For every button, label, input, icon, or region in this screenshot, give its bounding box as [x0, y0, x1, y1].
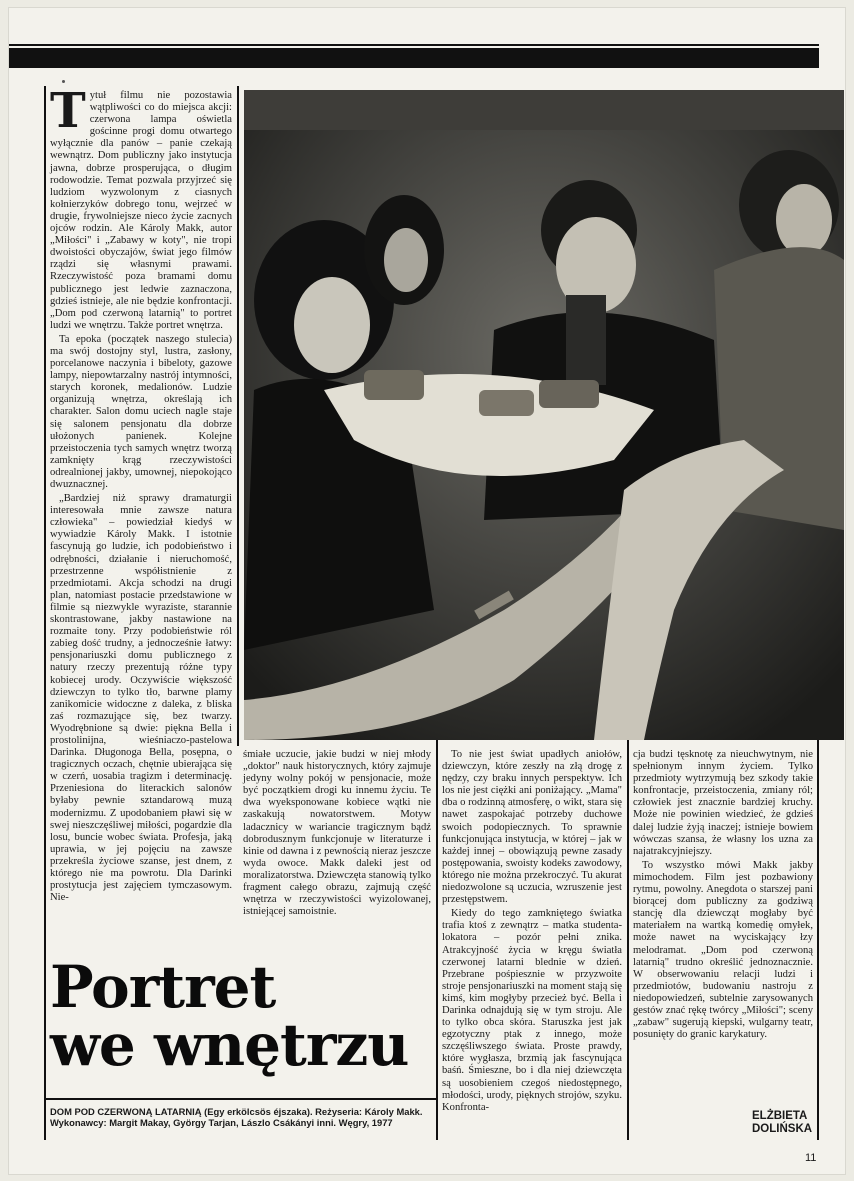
author-byline — [752, 1110, 812, 1136]
column-divider-3 — [627, 740, 629, 1140]
paragraph: To wszystko mówi Makk jakby mimochodem. Film jest pozbawiony rytmu, powolny. Anegdota o starszej pani biorącej dom publiczny za godziwą stancję dla dziewcząt mogłaby być materiałem na wartką komedię omyłek, może nawet na wyciskający łzy melodramat. „Dom pod czerwoną latarnią" trudno określić jednoznacznie. W obserwowaniu relacji ludzi i przedmiotów, budowaniu nastroju z niedopowiedzeń, subtelnie zarysowanych gestów znać rękę twórcy „Miłości"; sceny „zabaw" sugerują kiepski, wulgarny teatr, posunięty do granic karykatury. — [633, 859, 813, 1041]
article-title — [50, 953, 409, 1079]
page-number: 11 — [805, 1152, 817, 1164]
left-column-rule — [44, 86, 46, 1140]
column-divider-1 — [237, 86, 239, 746]
top-black-band — [9, 48, 819, 68]
paragraph: Ta epoka (początek naszego stulecia) ma swój dostojny styl, lustra, zasłony, porcelanowe naczynia i bibeloty, gazowe lampy, niepowtarzalny nastrój intymności, starych koronek, medalionów. Ludzie organizują wnętrza, określają ich charakter. Salon domu uciech nagle staje się salonem pensjonatu dla dobrze ułożonych panienek. Kolejne przeistoczenia tych samych wnętrz tworzą zamknięty krąg rzeczywistości odrealnionej jakby, umownej, niepokojąco dwuznacznej. — [50, 333, 232, 490]
title-line-1: Portret — [50, 953, 276, 1021]
drop-cap: T — [50, 83, 86, 139]
author-last-name: DOLIŃSKA — [752, 1123, 813, 1135]
column-divider-4 — [817, 740, 819, 1140]
film-credits: DOM POD CZERWONĄ LATARNIĄ (Egy erkölcsös éjszaka). Reżyseria: Károly Makk. Wykonawcy: Margit Makay, György Tarjan, Lászlo Csákányi inni. Węgry, 1977 — [50, 1106, 423, 1128]
title-line-2: we wnętrzu — [50, 1011, 409, 1079]
text-column-2 — [243, 749, 431, 918]
paragraph: cja budzi tęsknotę za nieuchwytnym, nie spełnionym innym życiem. Tylko przedmioty wytrzymują bez szkody takie konfrontacje, przeistoczenia, zmiany ról; człowiek jest znacznie bardziej kruchy. Może nie powinien wiedzieć, że gdzieś dalej ludzie żyją inaczej; istnieje bowiem wówczas szansa, że własny los uzna za najatrakcyjniejszy. — [633, 749, 813, 857]
column-divider-2 — [436, 740, 438, 1140]
text-column-3 — [442, 749, 622, 1114]
paragraph: Kiedy do tego zamkniętego światka trafia ktoś z zewnątrz – matka studenta-lokatora – pozór pełni znika. Atrakcyjność życia w kręgu światła czerwonej latarni blednie w dzień. Przebrane pośpiesznie w przyzwoite stroje pensjonariuszki na moment stają się kimś, kim mogłyby przecież być. Bella i Darinka odnajdują się w tym stroju. Ale to tylko obca skóra. Staruszka jest jak egzotyczny ptak z innego, może szczęśliwszego świata. Proste prawdy, które wygłasza, brzmią jak fascynująca baśń. Śmieszne, bo i dla niej dziewczęta są uosobieniem czegoś niedostępnego, młodości, urody, pięknych strojów, szyku. Konfronta- — [442, 908, 622, 1113]
film-still-illustration — [244, 90, 844, 740]
paragraph: ytuł filmu nie pozostawia wątpliwości co do miejsca akcji: czerwona lampa oświetla gościnne progi domu otwartego wyłącznie dla panów – panie czekają wewnątrz. Dom publiczny jako instytucja jawna, dobrze prosperująca, o długim rodowodzie. Temat pozwala przyjrzeć się ludziom wyzwolonym z ciasnych kołnierzyków dobrego tonu, wejrzeć w drugie, frywolniejsze nieco życie zacnych ojców rodzin. Ale Károly Makk, autor „Miłości" i „Zabawy w koty", nie tropi dwoistości obyczajów, świat jego filmów rządzi się własnymi prawami. Rzeczywistość poza bramami domu publicznego jest ledwie zaznaczona, gdzieś istnieje, ale nie będzie konfrontacji. „Dom pod czerwoną latarnią" to portret ludzi we wnętrzu. Także portret wnętrza. — [50, 90, 232, 331]
paragraph: śmiałe uczucie, jakie budzi w niej młody „doktor" nauk historycznych, który zajmuje jedyny wolny pokój w pensjonacie, może być początkiem drogi ku innemu życiu. Te dwa wyeksponowane kobiece wątki nie zaskakują nowatorstwem. Motyw ladacznicy w wariancie tragicznym bądź dobrodusznym funkcjonuje w literaturze i kinie od dawna i z pewnością nieraz jeszcze wyda owoce. Makk daleki jest od moralizatorstwa. Dziewczęta stanowią tylko fragment całego obrazu, zajmują część wnętrza w rzeczywistości wyizolowanej, istniejącej samoistnie. — [243, 749, 431, 918]
paragraph: To nie jest świat upadłych aniołów, dziewczyn, które zeszły na złą drogę z nędzy, czy braku innych perspektyw. Ich los nie jest ciężki ani poniżający. „Mama" dba o rodzinną atmosferę, o wikt, stara się nawet zaspokajać potrzeby duchowe swoich podopiecznych. To sprawnie funkcjonująca instytucja, w której – jak w każdej innej – obowiązują pewne zasady postępowania, swoisty kodeks zawodowy, którego nie można przekroczyć. Tu akurat niedozwolone są uczucia, wzruszenie jest przestępstwem. — [442, 749, 622, 906]
author-first-name: ELŻBIETA — [752, 1110, 808, 1122]
text-column-4 — [633, 749, 813, 1041]
film-still-photo — [244, 90, 844, 740]
text-column-1 — [50, 83, 232, 904]
credits-rule — [44, 1098, 436, 1100]
paragraph: „Bardziej niż sprawy dramaturgii interesowała mnie zawsze natura człowieka" – powiedział kiedyś w wywiadzie Károly Makk. I istotnie fascynują go ludzie, ich podobieństwo i odrębności, działanie i nieruchomość, przestrzenne współistnienie z przedmiotami. Akcja schodzi na drugi plan, natomiast postacie przedstawione w filmie są niezwykle wyraziste, starannie skontrastowane, jakby nastawione na rozmaite tony. Przy podobieństwie ról zabieg dość trudny, a jednocześnie łatwy: pensjonariuszki domu publicznego z natury rzeczy prezentują różne typy kobiecej urody. Oczywiście większość dziewczyn to tylko tło, barwne plamy zanikomicie widoczne z daleka, z bliska zaś rozmazujące się, bez twarzy. Wyodrębnione są dwie: piękna Bella i prostolinijna, wieśniaczo-pastelowa Darinka. Długonoga Bella, posępna, o tragicznych oczach, chętnie ubierająca się w czerń, uosabia tragizm i determinację. Przeniesiona do literackich salonów byłaby pewnie sztandarową muzą modernizmu. Z upodobaniem pławi się w swej nieszczęśliwej miłości, pogardzie dla losu, buncie wobec świata. Profesja, jaką uprawia, w jej pojęciu na zawsze przekreśla życiowe szanse, jest dnem, z którego nie ma powrotu. Dla Darinki prostytucja jest zajęciem tymczasowym. Nie- — [50, 493, 232, 904]
top-rule — [9, 44, 819, 46]
